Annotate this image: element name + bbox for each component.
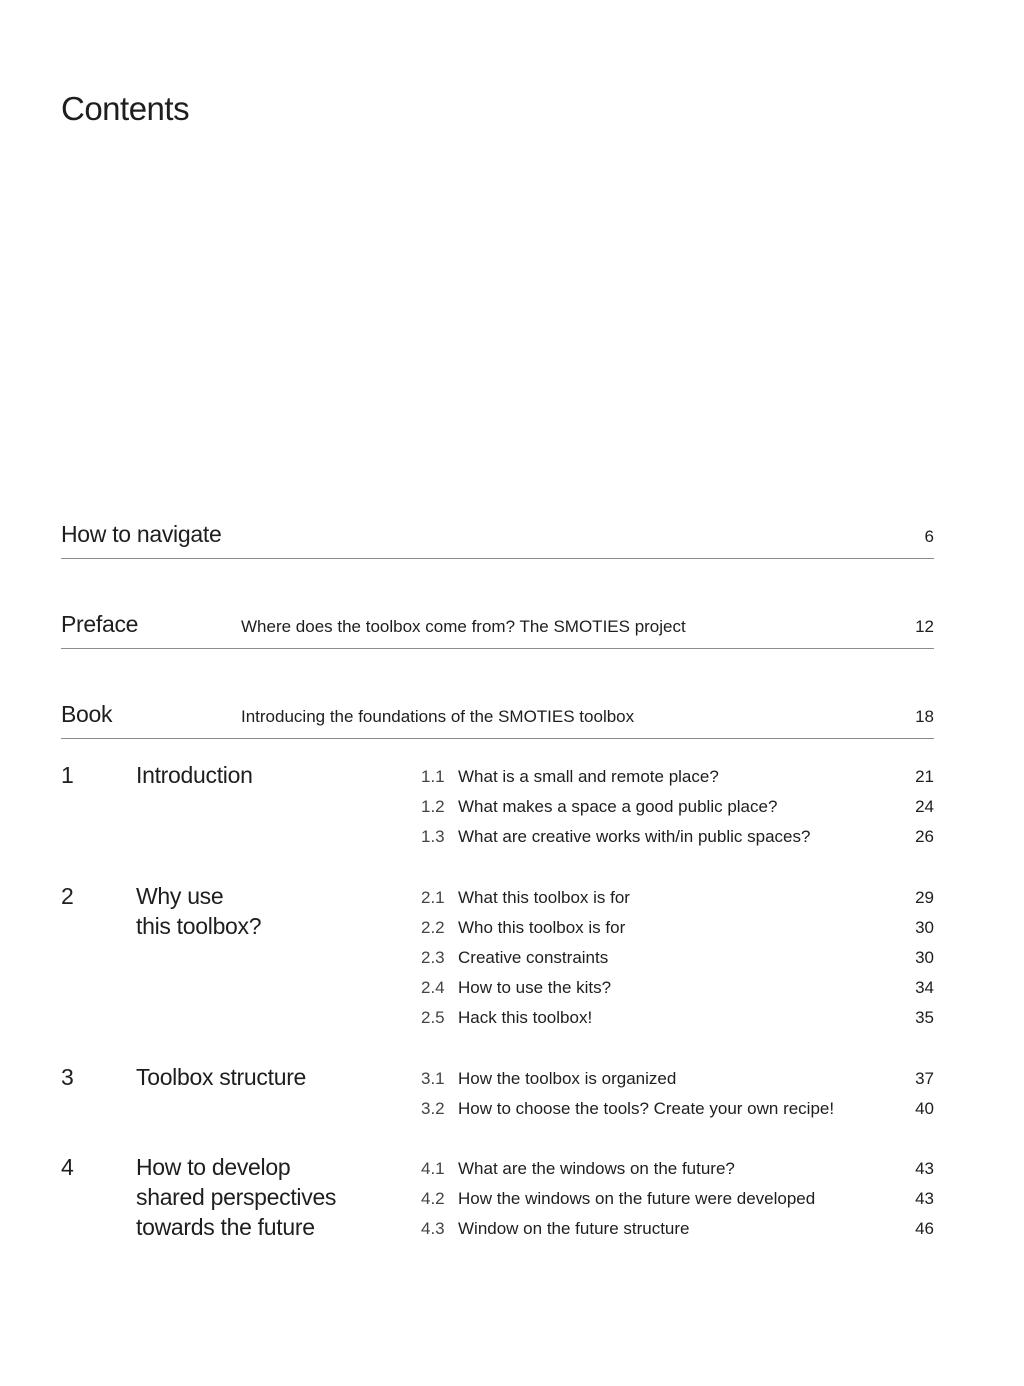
section-number: 3.1 [421,1069,445,1088]
section-page: 21 [915,767,934,786]
section-title: How to choose the tools? Create your own recipe! [458,1099,835,1118]
section-entry[interactable] [421,973,934,1003]
chapter-number: 3 [61,1064,74,1090]
section-title: What are creative works with/in public spaces? [458,827,811,846]
section-number: 3.2 [421,1099,445,1118]
section-page: 46 [915,1219,934,1238]
chapter-title[interactable]: How to develop shared perspectives towards the future [136,1154,337,1240]
section-number: 2.2 [421,918,445,937]
toc-row-description: Introducing the foundations of the SMOTIES toolbox [241,707,635,726]
toc-row-how-to-navigate[interactable] [61,500,934,559]
section-list [421,1154,934,1244]
toc-row-label: Book [61,701,113,727]
chapter-title[interactable]: Toolbox structure [136,1064,307,1090]
section-entry[interactable] [421,762,934,792]
section-entry[interactable] [421,1214,934,1244]
section-number: 2.3 [421,948,445,967]
section-number: 4.3 [421,1219,445,1238]
section-page: 24 [915,797,934,816]
section-entry[interactable] [421,1003,934,1033]
section-title: Creative constraints [458,948,609,967]
section-page: 30 [915,948,934,967]
chapter-title[interactable]: Why use this toolbox? [136,883,262,939]
toc-row-description: Where does the toolbox come from? The SMOTIES project [241,617,686,636]
section-list [421,762,934,852]
section-page: 34 [915,978,934,997]
section-title: What makes a space a good public place? [458,797,778,816]
section-number: 1.2 [421,797,445,816]
section-list [421,883,934,1033]
chapter-title[interactable]: Introduction [136,762,253,788]
section-page: 37 [915,1069,934,1088]
section-page: 30 [915,918,934,937]
toc-row-page: 12 [915,617,934,636]
section-entry[interactable] [421,822,934,852]
toc-row-page: 6 [924,527,934,546]
section-entry[interactable] [421,1184,934,1214]
toc-row-book[interactable] [61,680,934,739]
section-entry[interactable] [421,883,934,913]
section-entry[interactable] [421,1154,934,1184]
section-number: 1.3 [421,827,445,846]
section-title: How the windows on the future were developed [458,1189,816,1208]
section-title: What are the windows on the future? [458,1159,735,1178]
section-number: 2.1 [421,888,445,907]
page-title: Contents [61,90,190,127]
section-title: What this toolbox is for [458,888,630,907]
section-entry[interactable] [421,1064,934,1094]
chapter-number: 4 [61,1154,74,1180]
chapter-number: 2 [61,883,74,909]
section-number: 1.1 [421,767,445,786]
section-title: Who this toolbox is for [458,918,626,937]
section-entry[interactable] [421,913,934,943]
section-number: 4.2 [421,1189,445,1208]
section-page: 40 [915,1099,934,1118]
section-entry[interactable] [421,792,934,822]
toc-row-preface[interactable] [61,590,934,649]
section-page: 43 [915,1159,934,1178]
section-title: What is a small and remote place? [458,767,719,786]
toc-row-page: 18 [915,707,934,726]
section-entry[interactable] [421,1094,934,1124]
chapter-number: 1 [61,762,74,788]
section-page: 26 [915,827,934,846]
section-number: 4.1 [421,1159,445,1178]
section-title: Window on the future structure [458,1219,690,1238]
section-entry[interactable] [421,943,934,973]
toc-row-label: How to navigate [61,521,222,547]
section-page: 43 [915,1189,934,1208]
section-page: 29 [915,888,934,907]
section-number: 2.4 [421,978,445,997]
section-number: 2.5 [421,1008,445,1027]
toc-row-label: Preface [61,611,139,637]
section-title: How the toolbox is organized [458,1069,677,1088]
section-page: 35 [915,1008,934,1027]
section-title: Hack this toolbox! [458,1008,593,1027]
section-title: How to use the kits? [458,978,612,997]
section-list [421,1064,934,1124]
